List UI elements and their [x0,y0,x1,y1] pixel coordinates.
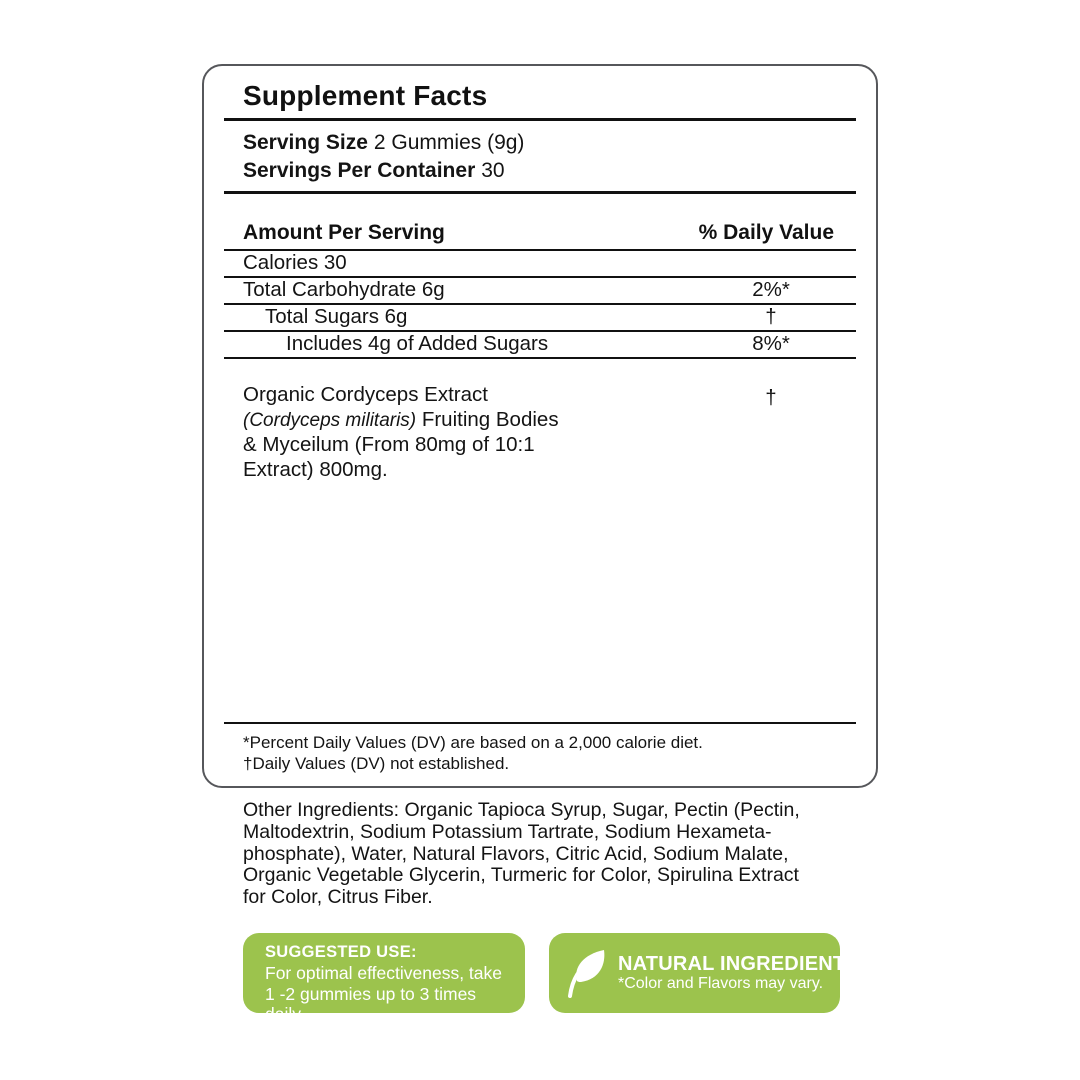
row-label: Total Sugars 6g [265,305,408,328]
suggested-use-line: 1 -2 gummies up to 3 times daily. [265,983,477,1024]
ingredient-latin-name: (Cordyceps militaris) [243,409,417,431]
natural-ingredients-badge [549,933,859,1013]
other-ingredients [243,800,883,909]
row-label: Calories 30 [243,251,347,274]
suggested-use-badge [243,933,525,1024]
other-ingredients-line: phosphate), Water, Natural Flavors, Citric Acid, Sodium Malate, [243,842,789,865]
suggested-use-title: SUGGESTED USE: [265,943,417,961]
ingredient-line-rest: Fruiting Bodies [416,407,559,431]
row-daily-value: 8%* [752,332,790,355]
servings-per-container-value: 30 [481,159,505,182]
ingredient-line: Extract) 800mg. [243,458,388,482]
table-header [224,194,856,251]
row-label: Includes 4g of Added Sugars [286,332,549,355]
servings-per-container-line [243,157,524,185]
table-row-total-sugars [224,305,856,332]
serving-info [243,129,524,185]
row-label: Total Carbohydrate 6g [243,278,445,301]
supplement-facts-panel [202,64,878,788]
natural-ingredients-text [618,953,859,993]
serving-size-label: Serving Size [243,131,368,154]
footnote-dagger: †Daily Values (DV) not established. [243,753,510,773]
table-row-added-sugars [224,332,856,359]
panel-title: Supplement Facts [243,80,488,111]
serving-size-line [243,129,524,157]
other-ingredients-line: Organic Vegetable Glycerin, Turmeric for Color, Spirulina Extract [243,864,799,887]
ingredient-line: Organic Cordyceps Extract [243,383,488,406]
leaf-icon [564,947,610,999]
servings-per-container-label: Servings Per Container [243,159,476,182]
table-row-total-carbohydrate [224,278,856,305]
row-daily-value: † [765,305,777,328]
column-amount-per-serving: Amount Per Serving [243,220,445,244]
natural-ingredients-subtitle: *Color and Flavors may vary. [618,975,824,992]
other-ingredients-line: for Color, Citrus Fiber. [243,886,433,909]
serving-size-value: 2 Gummies (9g) [373,131,525,154]
suggested-use-line: For optimal effectiveness, take [265,963,503,983]
column-daily-value: % Daily Value [698,220,834,244]
table-row-calories [224,251,856,278]
footnotes [243,733,703,774]
ingredient-line: & Myceilum (From 80mg of 10:1 [243,433,535,457]
natural-ingredients-title: NATURAL INGREDIENTS [618,953,859,975]
cordyceps-ingredient [243,383,613,483]
ingredient-line [243,408,613,434]
footnote-percent-dv: *Percent Daily Values (DV) are based on a 2,000 calorie diet. [243,733,703,752]
footnote-divider [224,722,856,724]
other-ingredients-line: Maltodextrin, Sodium Potassium Tartrate, Sodium Hexameta- [243,820,772,843]
nutrition-table [224,191,856,359]
title-divider [224,118,856,121]
row-daily-value: 2%* [752,278,790,301]
cordyceps-daily-value: † [765,386,777,409]
other-ingredients-line: Other Ingredients: Organic Tapioca Syrup, Sugar, Pectin (Pectin, [243,799,800,821]
